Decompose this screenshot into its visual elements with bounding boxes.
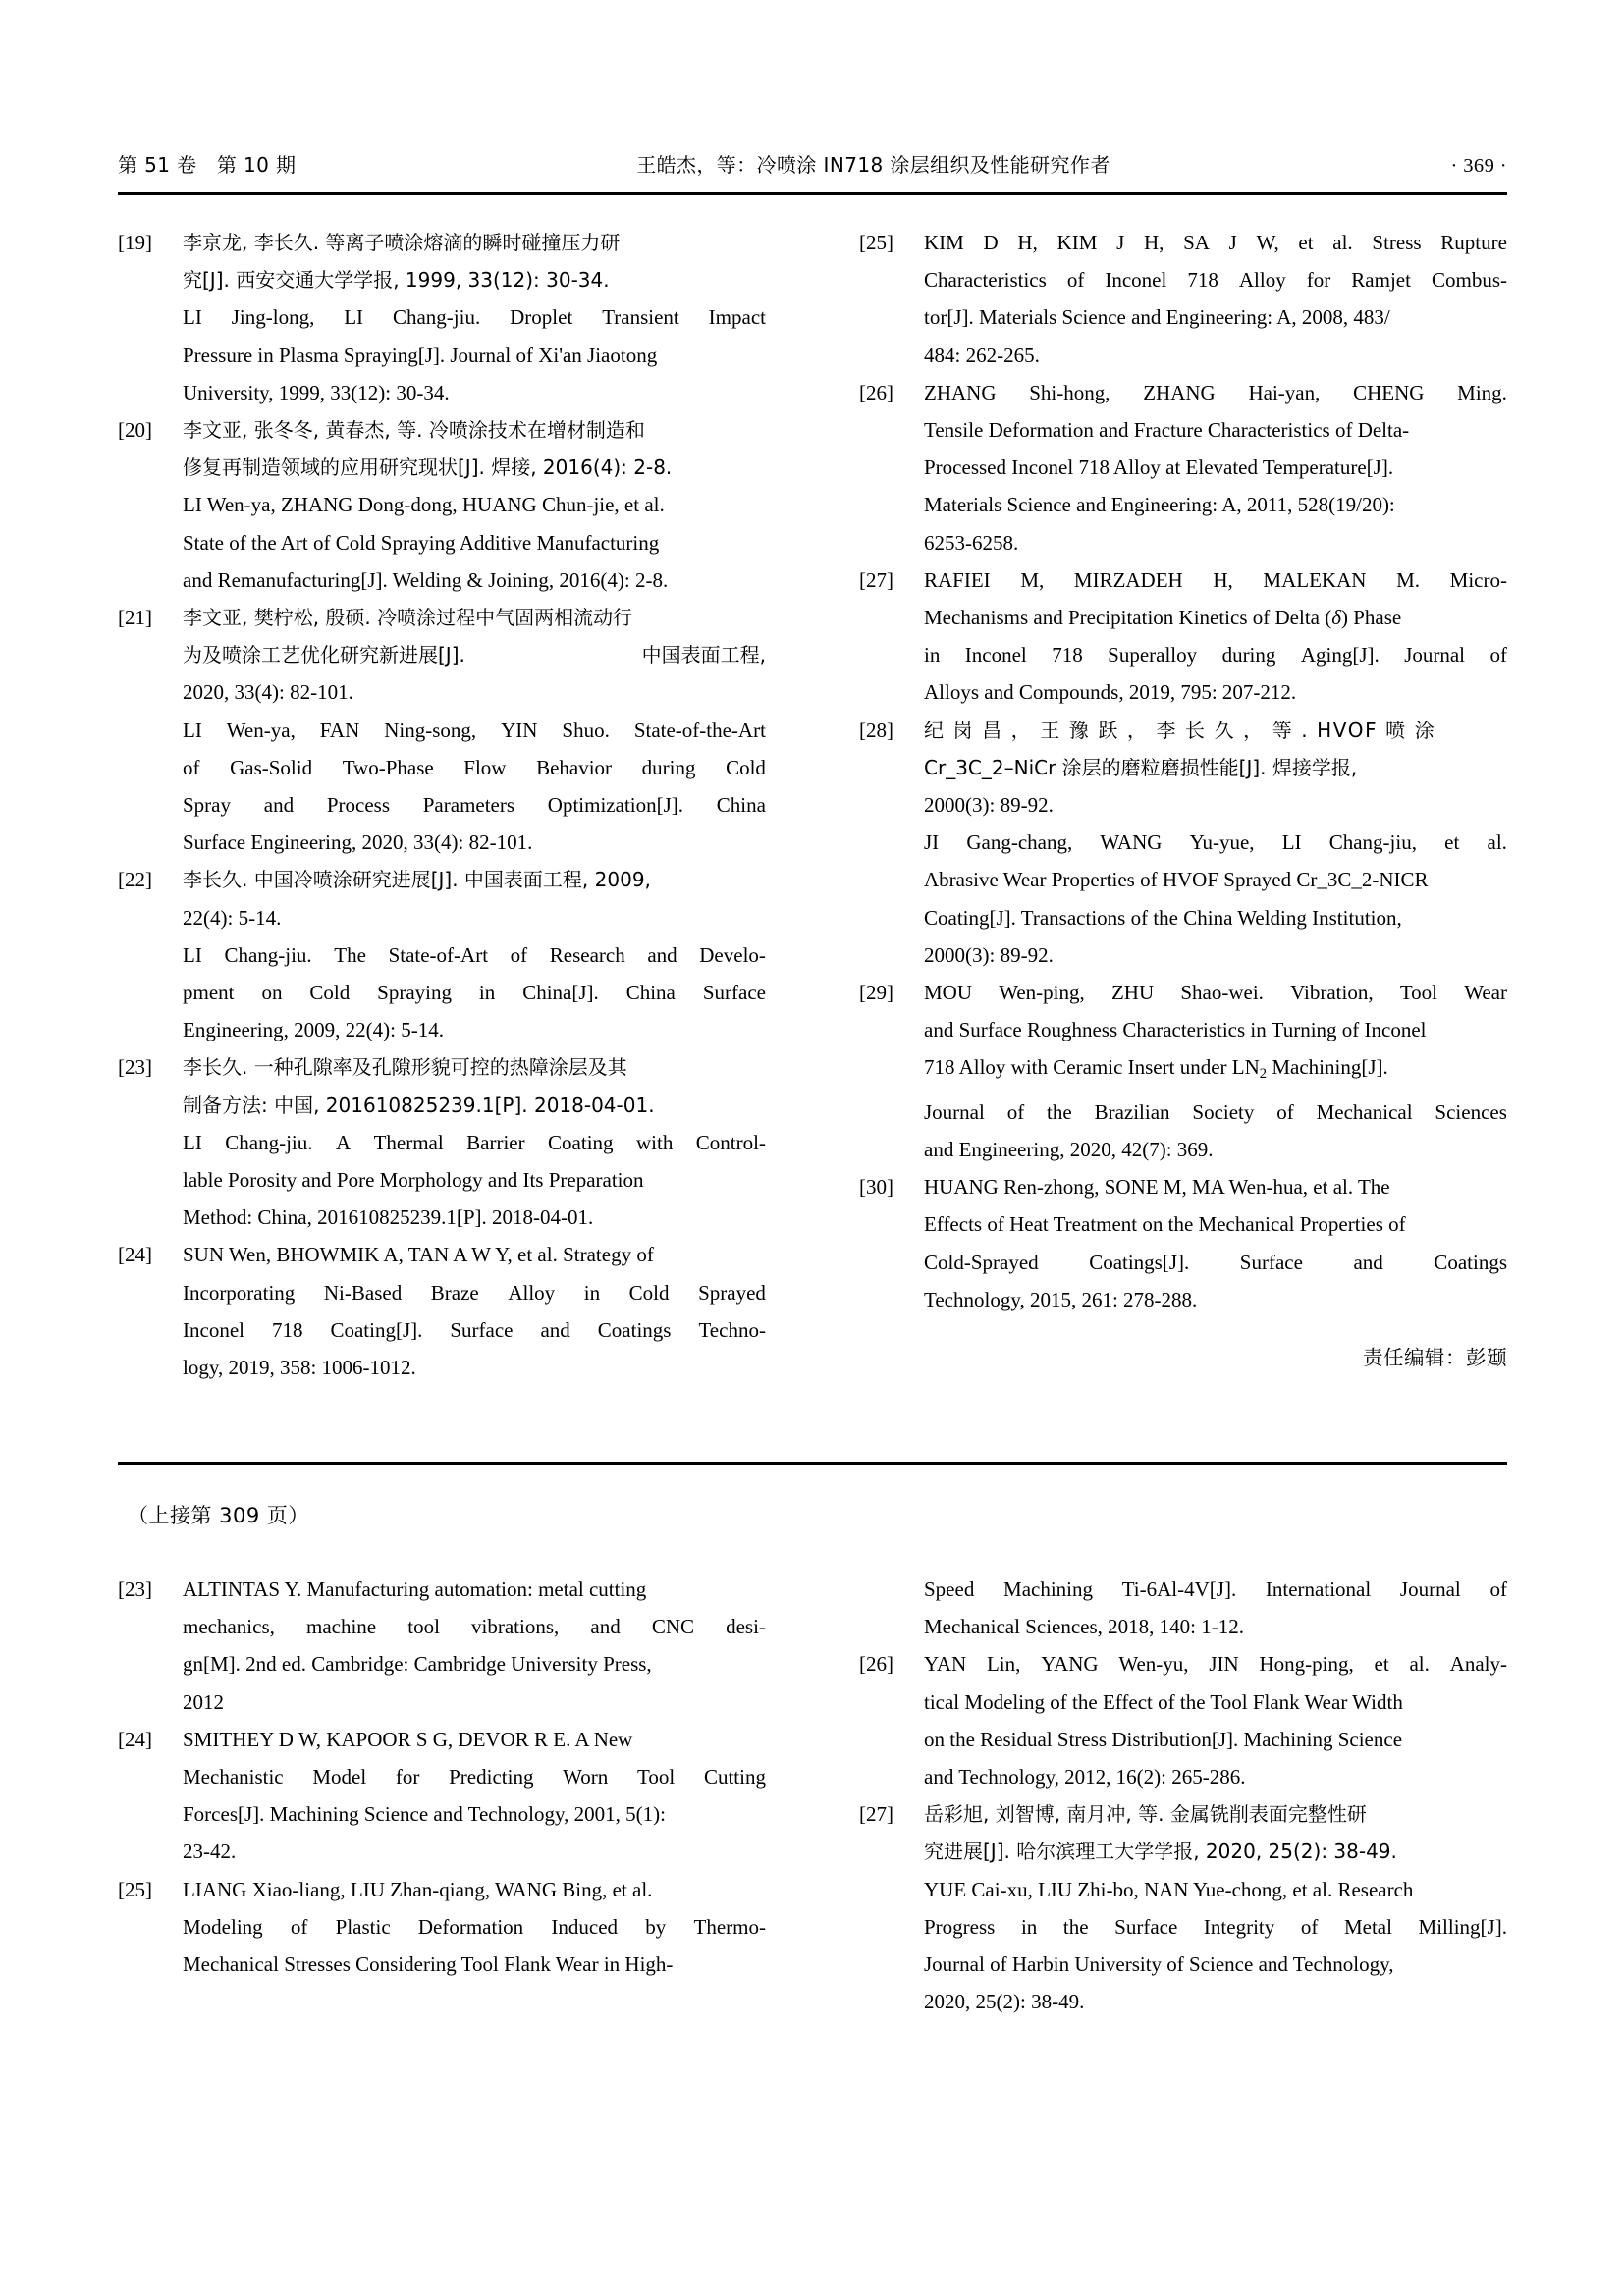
- reference-number: [24]: [118, 1727, 152, 1751]
- reference-line: Incorporating Ni-Based Braze Alloy in Cold Sprayed: [183, 1280, 766, 1305]
- reference-line: 李长久. 一种孔隙率及孔隙形貌可控的热障涂层及其: [183, 1055, 627, 1080]
- reference-line: Method: China, 201610825239.1[P]. 2018-04-01.: [183, 1205, 594, 1230]
- reference-line: 2000(3): 89-92.: [924, 942, 1054, 967]
- reference-line: MOU Wen-ping, ZHU Shao-wei. Vibration, Tool Wear: [924, 981, 1507, 1005]
- reference-entry: [118, 224, 766, 411]
- bottom-reference-block: [118, 1571, 1507, 2020]
- reference-line: Pressure in Plasma Spraying[J]. Journal of Xi'an Jiaotong: [183, 343, 658, 367]
- reference-line: Journal of the Brazilian Society of Mechanical Sciences: [924, 1099, 1507, 1124]
- reference-number: [26]: [859, 380, 893, 404]
- reference-entry: [118, 1571, 766, 1721]
- reference-line: ZHANG Shi-hong, ZHANG Hai-yan, CHENG Ming.: [924, 380, 1507, 404]
- reference-line: ALTINTAS Y. Manufacturing automation: metal cutting: [183, 1577, 647, 1601]
- reference-line: RAFIEI M, MIRZADEH H, MALEKAN M. Micro-: [924, 567, 1507, 592]
- reference-line: Effects of Heat Treatment on the Mechanical Properties of: [924, 1212, 1406, 1237]
- reference-entry: [118, 1048, 766, 1236]
- reference-line: LI Wen-ya, ZHANG Dong-dong, HUANG Chun-jie, et al.: [183, 493, 665, 517]
- reference-text: [183, 599, 766, 861]
- continued-from-notice: （上接第 309 页）: [128, 1504, 309, 1527]
- reference-line: State of the Art of Cold Spraying Additive Manufacturing: [183, 530, 660, 555]
- reference-number: [30]: [859, 1175, 893, 1200]
- reference-text: [183, 411, 766, 599]
- reference-number: [23]: [118, 1577, 152, 1601]
- reference-line: 李京龙, 李长久. 等离子喷涂熔滴的瞬时碰撞压力研: [183, 231, 621, 254]
- reference-number: [23]: [118, 1055, 152, 1080]
- reference-entry: [859, 1571, 1507, 1645]
- reference-text: [183, 861, 766, 1048]
- section-separator-rule: [118, 1462, 1507, 1465]
- reference-line: 修复再制造领域的应用研究现状[J]. 焊接, 2016(4): 2-8.: [183, 455, 673, 480]
- reference-text: [924, 1168, 1507, 1318]
- reference-line: 究进展[J]. 哈尔滨理工大学学报, 2020, 25(2): 38-49.: [924, 1840, 1397, 1864]
- reference-line: LI Chang-jiu. A Thermal Barrier Coating with Control-: [183, 1130, 766, 1154]
- reference-line: LI Jing-long, LI Chang-jiu. Droplet Transient Impact: [183, 305, 766, 330]
- reference-line: tor[J]. Materials Science and Engineering: A, 2008, 483/: [924, 305, 1390, 330]
- reference-line: 2020, 25(2): 38-49.: [924, 1990, 1085, 2014]
- reference-line: in Inconel 718 Superalloy during Aging[J]. Journal of: [924, 643, 1507, 667]
- reference-line: Tensile Deformation and Fracture Characteristics of Delta-: [924, 418, 1410, 443]
- reference-entry: [859, 224, 1507, 374]
- reference-text: [924, 561, 1507, 712]
- reference-line: mechanics, machine tool vibrations, and CNC desi-: [183, 1615, 766, 1639]
- reference-text: [183, 1571, 766, 1721]
- reference-text: [183, 1721, 766, 1871]
- reference-entry: [118, 1871, 766, 1984]
- reference-line: YAN Lin, YANG Wen-yu, JIN Hong-ping, et al. Analy-: [924, 1652, 1507, 1677]
- reference-line: 2012: [183, 1689, 224, 1714]
- reference-number: [22]: [118, 868, 152, 892]
- reference-line: and Engineering, 2020, 42(7): 369.: [924, 1137, 1214, 1161]
- reference-line: SMITHEY D W, KAPOOR S G, DEVOR R E. A New: [183, 1727, 633, 1751]
- reference-line: Characteristics of Inconel 718 Alloy for Ramjet Combus-: [924, 268, 1507, 293]
- editor-credit: 责任编辑：彭颋: [1363, 1346, 1507, 1369]
- running-head-volume-issue: 第 51 卷 第 10 期: [118, 153, 297, 177]
- reference-line: LI Wen-ya, FAN Ning-song, YIN Shuo. State-of-the-Art: [183, 718, 766, 742]
- reference-line: logy, 2019, 358: 1006-1012.: [183, 1356, 416, 1380]
- reference-line: University, 1999, 33(12): 30-34.: [183, 380, 450, 404]
- reference-line: gn[M]. 2nd ed. Cambridge: Cambridge University Press,: [183, 1652, 652, 1677]
- top-right-column: [859, 224, 1507, 1386]
- reference-line: tical Modeling of the Effect of the Tool Flank Wear Width: [924, 1689, 1403, 1714]
- reference-line: LI Chang-jiu. The State-of-Art of Research and Develo-: [183, 942, 766, 967]
- reference-line: 6253-6258.: [924, 530, 1019, 555]
- top-reference-block: [118, 224, 1507, 1386]
- reference-line: Speed Machining Ti-6Al-4V[J]. International Journal of: [924, 1577, 1507, 1601]
- running-head-page-number: · 369 ·: [1450, 155, 1507, 177]
- reference-line: 2000(3): 89-92.: [924, 793, 1054, 818]
- reference-line: 李文亚, 樊柠松, 殷硕. 冷喷涂过程中气固两相流动行: [183, 606, 633, 630]
- reference-number: [29]: [859, 981, 893, 1005]
- reference-line: YUE Cai-xu, LIU Zhi-bo, NAN Yue-chong, et al. Research: [924, 1877, 1414, 1901]
- reference-line: 2020, 33(4): 82-101.: [183, 680, 353, 705]
- reference-line: and Surface Roughness Characteristics in Turning of Inconel: [924, 1018, 1427, 1042]
- reference-line: Modeling of Plastic Deformation Induced by Thermo-: [183, 1914, 766, 1939]
- reference-line: 为及喷涂工艺优化研究新进展[J]. 中国表面工程,: [183, 643, 766, 667]
- reference-number: [25]: [118, 1877, 152, 1901]
- reference-line: Materials Science and Engineering: A, 2011, 528(19/20):: [924, 493, 1395, 517]
- reference-line: Processed Inconel 718 Alloy at Elevated Temperature[J].: [924, 455, 1394, 480]
- top-left-column: [118, 224, 766, 1386]
- reference-line: KIM D H, KIM J H, SA J W, et al. Stress Rupture: [924, 231, 1507, 254]
- reference-entry: [118, 1721, 766, 1871]
- reference-number: [27]: [859, 567, 893, 592]
- reference-line: Mechanistic Model for Predicting Worn Tool Cutting: [183, 1765, 766, 1789]
- reference-entry: [118, 599, 766, 861]
- reference-number: [24]: [118, 1243, 152, 1267]
- reference-entry: [118, 861, 766, 1048]
- reference-entry: [859, 374, 1507, 561]
- reference-line: 制备方法: 中国, 201610825239.1[P]. 2018-04-01.: [183, 1093, 655, 1117]
- reference-text: [924, 1645, 1507, 1795]
- reference-line: Inconel 718 Coating[J]. Surface and Coatings Techno-: [183, 1317, 766, 1342]
- reference-line: of Gas-Solid Two-Phase Flow Behavior during Cold: [183, 755, 766, 779]
- reference-number: [28]: [859, 718, 893, 742]
- reference-line: Technology, 2015, 261: 278-288.: [924, 1287, 1198, 1311]
- reference-entry: [118, 411, 766, 599]
- reference-text: [183, 1871, 766, 1984]
- reference-line: 718 Alloy with Ceramic Insert under $LN_2$ Machining[J].: [924, 1055, 1388, 1083]
- reference-line: on the Residual Stress Distribution[J]. Machining Science: [924, 1727, 1403, 1751]
- reference-line: Coating[J]. Transactions of the China Welding Institution,: [924, 905, 1402, 930]
- reference-number: [25]: [859, 231, 893, 254]
- reference-line: Engineering, 2009, 22(4): 5-14.: [183, 1018, 444, 1042]
- reference-line: 纪 岗 昌 ， 王 豫 跃 ， 李 长 久 ， 等 . HVOF 喷 涂: [924, 718, 1436, 742]
- reference-line: Alloys and Compounds, 2019, 795: 207-212.: [924, 680, 1297, 705]
- reference-line: Abrasive Wear Properties of HVOF Sprayed Cr_3C_2-NICR: [924, 868, 1429, 892]
- reference-line: 究[J]. 西安交通大学学报, 1999, 33(12): 30-34.: [183, 268, 610, 293]
- reference-number: [19]: [118, 231, 152, 254]
- reference-text: [924, 374, 1507, 561]
- reference-line: Spray and Process Parameters Optimization[J]. China: [183, 793, 766, 818]
- reference-number: [20]: [118, 418, 152, 443]
- running-head: [118, 149, 1507, 183]
- bottom-right-column: [859, 1571, 1507, 2020]
- reference-text: [183, 1048, 766, 1236]
- reference-entry: [859, 561, 1507, 712]
- reference-line: 李长久. 中国冷喷涂研究进展[J]. 中国表面工程, 2009,: [183, 868, 651, 892]
- reference-line: Mechanisms and Precipitation Kinetics of Delta (δ) Phase: [924, 606, 1402, 630]
- reference-text: [924, 1571, 1507, 1645]
- reference-line: 22(4): 5-14.: [183, 905, 282, 930]
- reference-text: [924, 974, 1507, 1168]
- reference-line: LIANG Xiao-liang, LIU Zhan-qiang, WANG Bing, et al.: [183, 1877, 653, 1901]
- reference-text: [924, 224, 1507, 374]
- reference-line: 李文亚, 张冬冬, 黄春杰, 等. 冷喷涂技术在增材制造和: [183, 418, 645, 443]
- reference-text: [183, 224, 766, 411]
- reference-entry: [859, 1795, 1507, 2020]
- reference-line: and Remanufacturing[J]. Welding & Joining, 2016(4): 2-8.: [183, 567, 669, 592]
- running-head-article-title: 王皓杰，等：冷喷涂 IN718 涂层组织及性能研究作者: [636, 153, 1110, 177]
- reference-line: SUN Wen, BHOWMIK A, TAN A W Y, et al. Strategy of: [183, 1243, 654, 1267]
- reference-line: Forces[J]. Machining Science and Technology, 2001, 5(1):: [183, 1802, 666, 1827]
- reference-entry: [859, 974, 1507, 1168]
- reference-line: HUANG Ren-zhong, SONE M, MA Wen-hua, et al. The: [924, 1175, 1390, 1200]
- reference-line: Journal of Harbin University of Science and Technology,: [924, 1952, 1394, 1977]
- reference-line: Cold-Sprayed Coatings[J]. Surface and Coatings: [924, 1250, 1507, 1274]
- reference-line: Cr_3C_2–NiCr 涂层的磨粒磨损性能[J]. 焊接学报,: [924, 755, 1358, 779]
- header-rule: [118, 192, 1507, 195]
- reference-line: and Technology, 2012, 16(2): 265-286.: [924, 1765, 1246, 1789]
- reference-line: JI Gang-chang, WANG Yu-yue, LI Chang-jiu, et al.: [924, 830, 1507, 855]
- reference-entry: [859, 1168, 1507, 1318]
- reference-text: [924, 1795, 1507, 2020]
- reference-number: [21]: [118, 606, 152, 630]
- reference-line: 23-42.: [183, 1840, 237, 1864]
- reference-text: [924, 712, 1507, 974]
- reference-line: Mechanical Stresses Considering Tool Flank Wear in High-: [183, 1952, 674, 1977]
- reference-number: [26]: [859, 1652, 893, 1677]
- bottom-left-column: [118, 1571, 766, 2020]
- reference-number: [27]: [859, 1802, 893, 1827]
- reference-line: pment on Cold Spraying in China[J]. China Surface: [183, 981, 766, 1005]
- reference-line: lable Porosity and Pore Morphology and Its Preparation: [183, 1168, 644, 1193]
- reference-entry: [859, 712, 1507, 974]
- reference-line: Surface Engineering, 2020, 33(4): 82-101.: [183, 830, 533, 855]
- reference-line: Mechanical Sciences, 2018, 140: 1-12.: [924, 1615, 1244, 1639]
- reference-line: Progress in the Surface Integrity of Metal Milling[J].: [924, 1914, 1507, 1939]
- reference-entry: [859, 1645, 1507, 1795]
- reference-line: 484: 262-265.: [924, 343, 1040, 367]
- reference-line: 岳彩旭, 刘智博, 南月冲, 等. 金属铣削表面完整性研: [924, 1802, 1367, 1827]
